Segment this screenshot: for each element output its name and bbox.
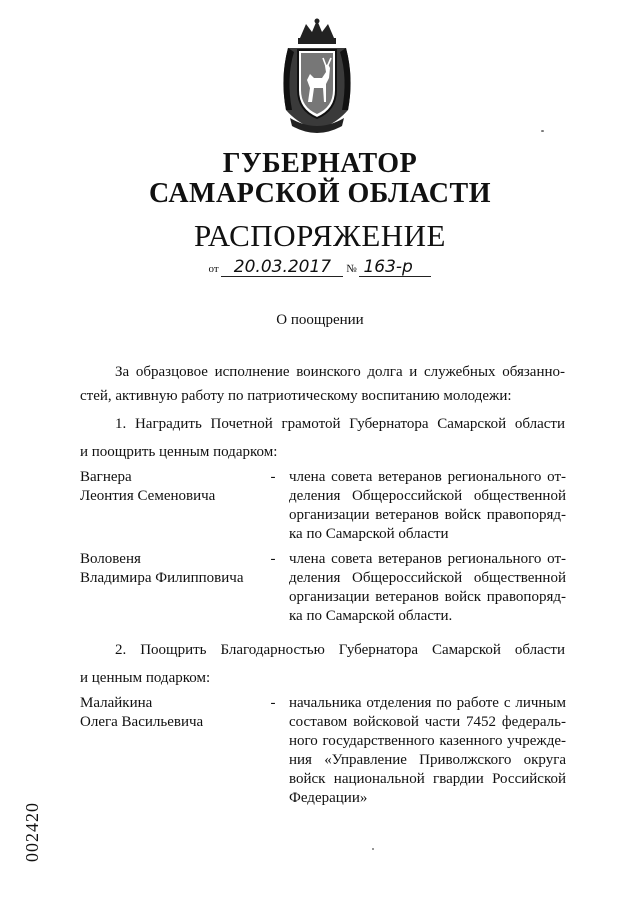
number-prefix: № <box>346 263 357 275</box>
document-subject: О поощрении <box>276 312 364 328</box>
item-2-line-2: и ценным подарком: <box>80 670 211 686</box>
recipient-dash: - <box>270 469 276 485</box>
recipient-surname: Малайкина <box>80 695 153 711</box>
scan-speck <box>372 848 374 850</box>
issuer-title-line1: ГУБЕРНАТОР <box>222 148 418 179</box>
recipient-given-names: Олега Васильевича <box>80 714 204 730</box>
item-2-line-1: 2. Поощрить Благодарностью Губернатора Самарской области <box>115 642 565 658</box>
item-1-line-1: 1. Наградить Почетной грамотой Губернатора Самарской области <box>115 416 565 432</box>
recipient-name <box>80 468 270 506</box>
intro-line-1: За образцовое исполнение воинского долга и служебных обязанно- <box>115 364 565 380</box>
document-type: РАСПОРЯЖЕНИЕ <box>194 218 446 253</box>
scan-speck <box>541 130 544 132</box>
date-number-line <box>0 258 640 277</box>
coat-of-arms-icon <box>276 18 358 136</box>
recipient-name <box>80 694 270 732</box>
intro-line-2: стей, активную работу по патриотическому воспитанию молодежи: <box>80 388 512 404</box>
issuer-title-line2: САМАРСКОЙ ОБЛАСТИ <box>149 178 491 209</box>
date-prefix: от <box>208 263 219 275</box>
recipient-description: члена совета ветеранов регионального от-деления Общероссийской общественной организации ветеранов войск правопоряд-ка по Самарской области. <box>289 551 566 624</box>
date-value: 20.03.2017 <box>221 258 343 277</box>
recipient-surname: Воловеня <box>80 551 141 567</box>
registration-number: 002420 <box>22 802 42 862</box>
recipient-name <box>80 550 270 588</box>
recipient-dash: - <box>270 551 276 567</box>
recipient-description: члена совета ветеранов регионального от-деления Общероссийской общественной организации ветеранов войск правопоряд-ка по Самарской области <box>289 469 566 542</box>
number-value: 163-р <box>359 258 431 277</box>
recipient-given-names: Леонтия Семеновича <box>80 488 216 504</box>
recipient-surname: Вагнера <box>80 469 132 485</box>
recipient-dash: - <box>270 695 276 711</box>
recipient-description: начальника отделения по работе с личным составом войсковой части 7452 федераль-ного государственного казенного учрежде-ния «Управление Приволжского округа войск национальной гвардии Российской Федерации» <box>289 695 566 806</box>
recipient-given-names: Владимира Филипповича <box>80 570 244 586</box>
item-1-line-2: и поощрить ценным подарком: <box>80 444 278 460</box>
